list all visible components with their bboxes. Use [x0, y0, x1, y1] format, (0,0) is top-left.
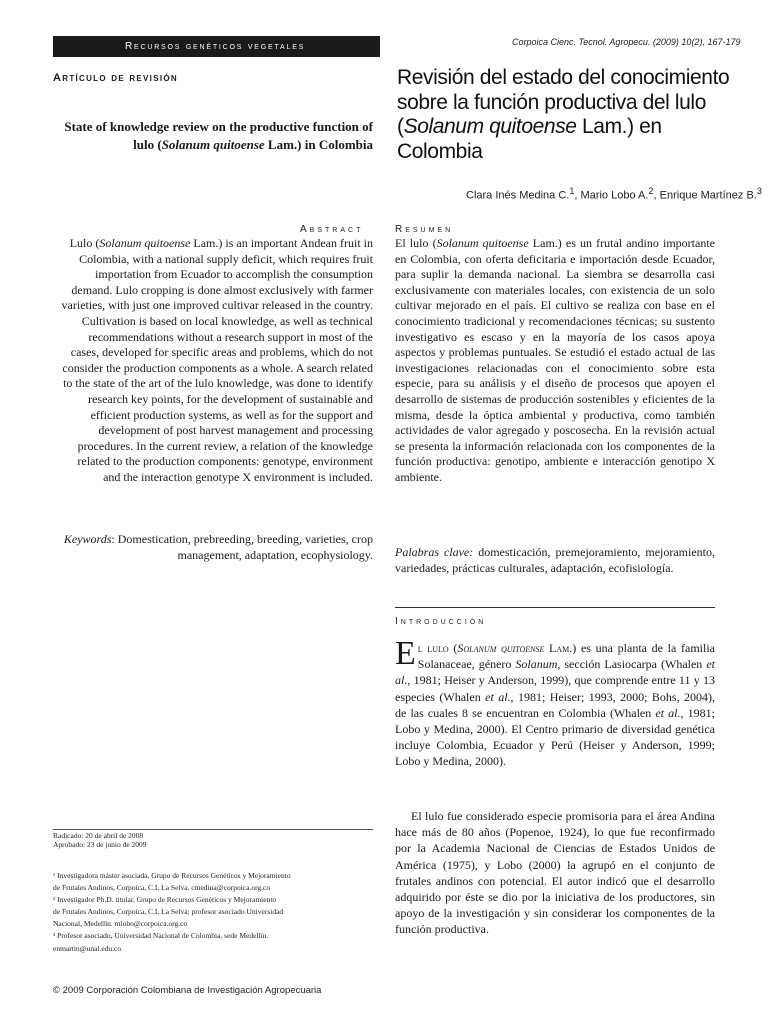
- intro-etal: et al.: [655, 705, 681, 720]
- authors: Clara Inés Medina C.$^1$, Mario Lobo A.$^2$, Enrique Martínez B.$^3$: [466, 186, 762, 202]
- footnote-line: ² Investigador Ph.D. titular, Grupo de Recursos Genéticos y Mejoramiento: [53, 895, 277, 905]
- abstract-text-a: Lulo (: [69, 236, 100, 250]
- intro-lead-end: Lam.): [544, 641, 577, 655]
- keywords-es-text: domesticación, premejoramiento, mejoramiento, variedades, prácticas culturales, adaptación, ecofisiología.: [395, 545, 716, 575]
- footnote-line: Nacional, Medellín. mlobo@corpoica.org.co: [53, 919, 188, 929]
- keywords-en: [58, 532, 373, 563]
- intro-lead: l lulo (: [417, 641, 458, 655]
- intro-lead-species: Solanum quitoense: [457, 641, 545, 655]
- title-es: [397, 66, 737, 164]
- title-es-species: Solanum quitoense: [403, 115, 577, 138]
- footnote-line: ³ Profesor asociado, Universidad Nacional de Colombia, sede Medellín.: [53, 931, 269, 941]
- author-2: Mario Lobo A.: [580, 189, 649, 202]
- section-label: Recursos genéticos vegetales: [125, 41, 306, 52]
- date-received: Radicado: 20 de abril de 2008: [53, 831, 144, 840]
- journal-reference: Corpoica Cienc. Tecnol. Agropecu. (2009) 10(2), 167-179: [512, 37, 741, 47]
- author-1-note: 1: [569, 186, 575, 196]
- title-en-species: Solanum quitoense: [161, 136, 265, 152]
- copyright: © 2009 Corporación Colombiana de Investigación Agropecuaria: [53, 985, 322, 996]
- abstract-body: [58, 236, 373, 486]
- intro-genus: Solanum: [515, 657, 558, 672]
- title-en-part1: State of knowledge review on the productive function of lulo (: [64, 119, 373, 152]
- intro-paragraph-1: [395, 635, 716, 770]
- footnote-line: enmartin@unal.edu.co: [53, 943, 122, 953]
- resumen-body: [395, 236, 715, 486]
- abstract-text-b: Lam.) is an important Andean fruit in Colombia, with a national supply deficit, which requires fruit importation from Ecuador to accomplish the consumption demand. Lulo cropping is done almost exclusively with farmer varieties, with just one improved cultivar released in the country. Cultivation is based on local knowledge, as well as technical recommendations without a research support in most of the cases, developed for specific areas and problems, which do not consider the production components as a whole. A search related to the state of the art of the lulo knowledge, was done to identify research key points, for the development of sustainable and efficient production systems, as well as for the support and development of post harvest management and processing procedures. In the current review, a relation of the knowledge related to the production components: genotype, environment and the interaction genotype X environment is included.: [61, 236, 373, 484]
- intro-etal: et al.: [485, 689, 511, 704]
- title-en-part2: Lam.) in Colombia: [264, 136, 373, 152]
- footnotes: [53, 870, 368, 955]
- author-3: Enrique Martínez B.: [659, 189, 757, 202]
- author-1: Clara Inés Medina C.: [466, 189, 570, 202]
- title-es-part2: Lam.) en Colombia: [397, 115, 662, 163]
- keywords-es-label: Palabras clave:: [395, 545, 474, 559]
- intro-text-d: , 1981; Heiser; 1993, 2000; Bohs, 2004), de las cuales 8 se encuentran en Colombia (Whalen: [395, 689, 715, 720]
- keywords-en-label: Keywords: [63, 532, 112, 546]
- footnote-line: ¹ Investigadora máster asociada, Grupo de Recursos Genéticos y Mejoramiento: [53, 871, 291, 880]
- footnote-line: de Frutales Andinos, Corpoica, C.I. La Selva; profesor asociado Universidad: [53, 907, 284, 917]
- resumen-species: Solanum quitoense: [436, 236, 529, 250]
- section-band: [53, 36, 380, 57]
- resumen-text-a: El lulo (: [395, 236, 437, 250]
- article-type: Artículo de revisión: [53, 72, 178, 84]
- author-3-note: 3: [756, 186, 762, 196]
- intro-text-a: es una planta de la familia Solanaceae, género: [417, 641, 716, 672]
- intro-paragraph-2: El lulo fue considerado especie promisoria para el área Andina hace más de 80 años (Popenoe, 1924), lo que fue reconfirmado por la Academia Nacional de Ciencias de Estados Unidos de América (1975), y Lobo (2000) la agrupó en el conjunto de frutales andinos con potencial. El autor indicó que el desarrollo adquirido por éste se dio por la iniciativa de los productores, sin apoyo de la investigación y sin considerar los componentes de la función productiva.: [395, 809, 715, 937]
- abstract-heading: Abstract: [300, 224, 364, 235]
- intro-text-c: , 1981; Heiser y Anderson, 1999), que comprende entre 11 y 13 especies (Whalen: [395, 673, 715, 704]
- author-2-note: 2: [648, 186, 654, 196]
- title-en: [60, 118, 373, 153]
- intro-heading: Introducción: [395, 616, 487, 627]
- keywords-es: [395, 545, 715, 576]
- resumen-text-b: Lam.) es un frutal andino importante en Colombia, con oferta deficitaria e importación desde Ecuador, para suplir la demanda nacional. La siembra se desarrolla casi exclusivamente con materiales locales, con existencia de un solo cultivar mejorado en el país. El cultivo se realiza con base en el conocimiento tradicional y recomendaciones técnicas; su sustento investigativo es escaso y en la mayoría de los casos apoya aspectos y problemas puntuales. Se estudió el estado actual de las investigaciones relacionadas con el conocimiento sobre esta especie, para su análisis y el diseño de procesos que apoyen el desarrollo de sistemas de producción sostenibles y eficientes de la misma, desde la óptica ambiental y productiva, como también actividades de valor agregado y poscosecha. En la revisión actual se presenta la información relacionada con los componentes de la función productiva: genotipo, ambiente e interacción genotipo X ambiente.: [395, 236, 715, 484]
- resumen-heading: Resumen: [395, 224, 454, 235]
- intro-etal: et al.: [395, 657, 715, 688]
- submission-dates: [53, 832, 147, 849]
- intro-text-b: , sección Lasiocarpa (Whalen: [557, 657, 707, 672]
- abstract-species: Solanum quitoense: [99, 236, 191, 250]
- footnote-line: de Frutales Andinos, Corpoica, C.I. La Selva. cmedina@corpoica.org.co: [53, 883, 271, 893]
- drop-cap: E: [395, 635, 416, 672]
- date-approved: Aprobado: 23 de junio de 2009: [53, 839, 147, 849]
- title-es-part1: Revisión del estado del conocimiento sobre la función productiva del lulo (: [397, 66, 730, 138]
- section-divider: [395, 607, 715, 608]
- keywords-en-text: : Domestication, prebreeding, breeding, varieties, crop management, adaptation, ecophysiology.: [111, 532, 373, 562]
- footnote-divider: [53, 829, 373, 830]
- intro-text-e: , 1981; Lobo y Medina, 2000). El Centro primario de diversidad genética incluye Colombia, Ecuador y Perú (Heiser y Anderson, 1999; Lobo y Medina, 2000).: [395, 705, 715, 769]
